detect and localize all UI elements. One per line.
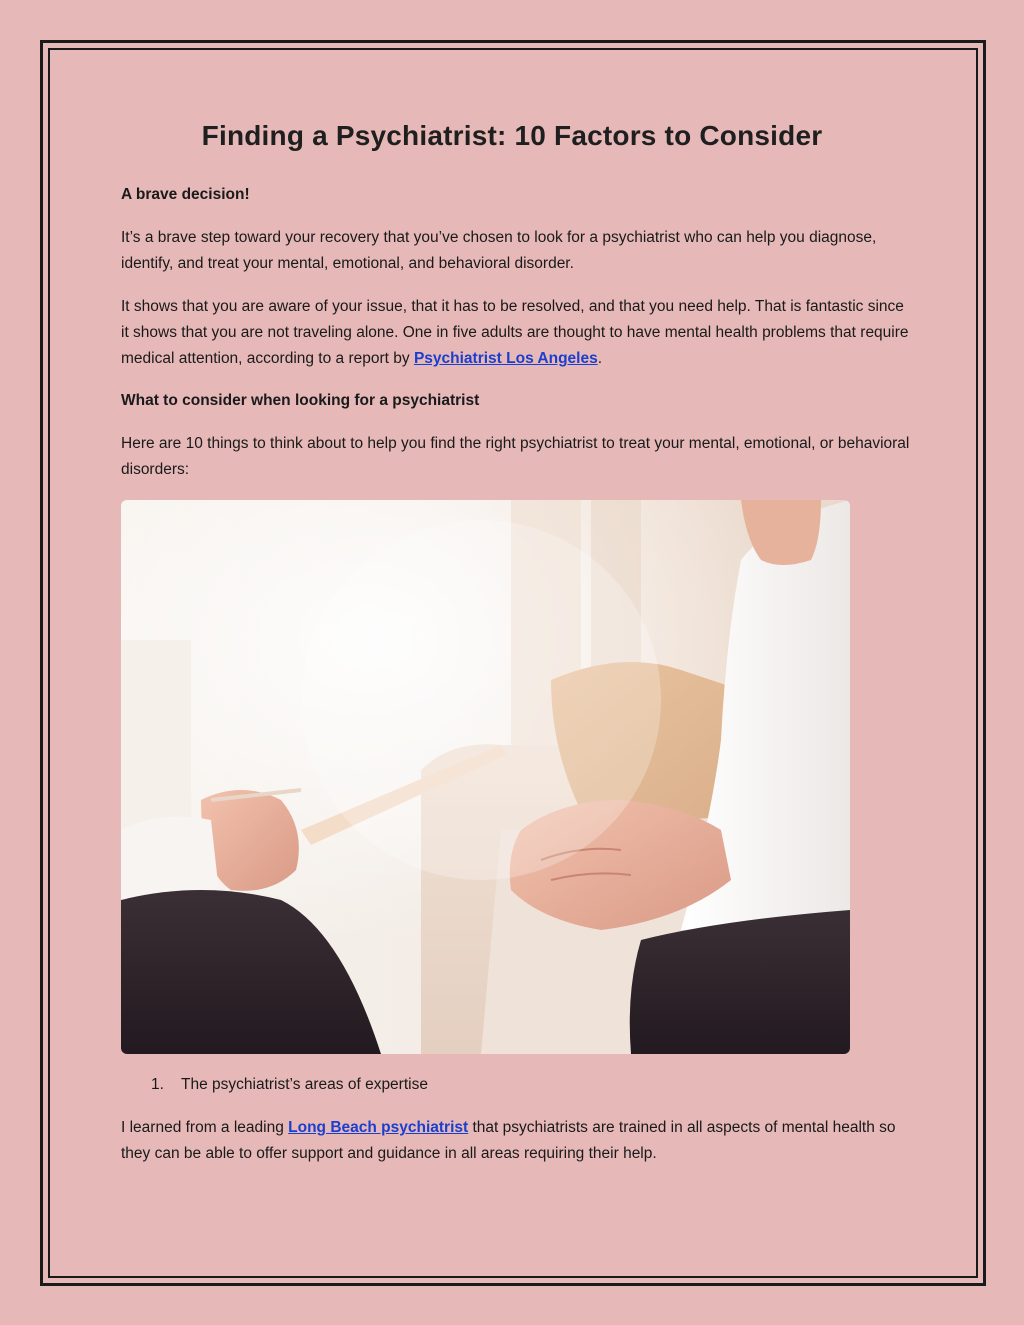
paragraph-awareness-text: It shows that you are aware of your issue, that it has to be resolved, and that you need help. That is fantastic since it shows that you are not traveling alone. One in five adults are thought to have mental health problems that require medical attention, according to a report by (121, 298, 909, 367)
psychiatrist-los-angeles-link[interactable]: Psychiatrist Los Angeles (413, 350, 598, 367)
paragraph-awareness (121, 294, 911, 372)
paragraph-long-beach (121, 1115, 911, 1167)
list-item-1-text: The psychiatrist’s areas of expertise (181, 1076, 428, 1093)
therapy-session-photo (121, 500, 850, 1054)
long-beach-psychiatrist-link[interactable]: Long Beach psychiatrist (288, 1119, 469, 1136)
page-title: Finding a Psychiatrist: 10 Factors to Consider (201, 120, 823, 151)
paragraph-long-beach-text: I learned from a leading (121, 1119, 289, 1136)
paragraph-long-beach-end: that psychiatrists are trained in all aspects of mental health so they can be able to offer support and guidance in all areas requiring their help. (121, 1119, 896, 1162)
paragraph-awareness-end: . (597, 350, 603, 367)
heading-brave-decision: A brave decision! (121, 186, 250, 203)
list-item-1 (151, 1072, 428, 1098)
paragraph-ten-things: Here are 10 things to think about to help you find the right psychiatrist to treat your mental, emotional, or behavioral disorders: (121, 435, 910, 478)
heading-what-to-consider: What to consider when looking for a psychiatrist (121, 392, 480, 409)
paragraph-intro: It’s a brave step toward your recovery that you’ve chosen to look for a psychiatrist who can help you diagnose, identify, and treat your mental, emotional, and behavioral disorder. (121, 229, 877, 272)
list-item-1-number: 1. (151, 1076, 164, 1093)
